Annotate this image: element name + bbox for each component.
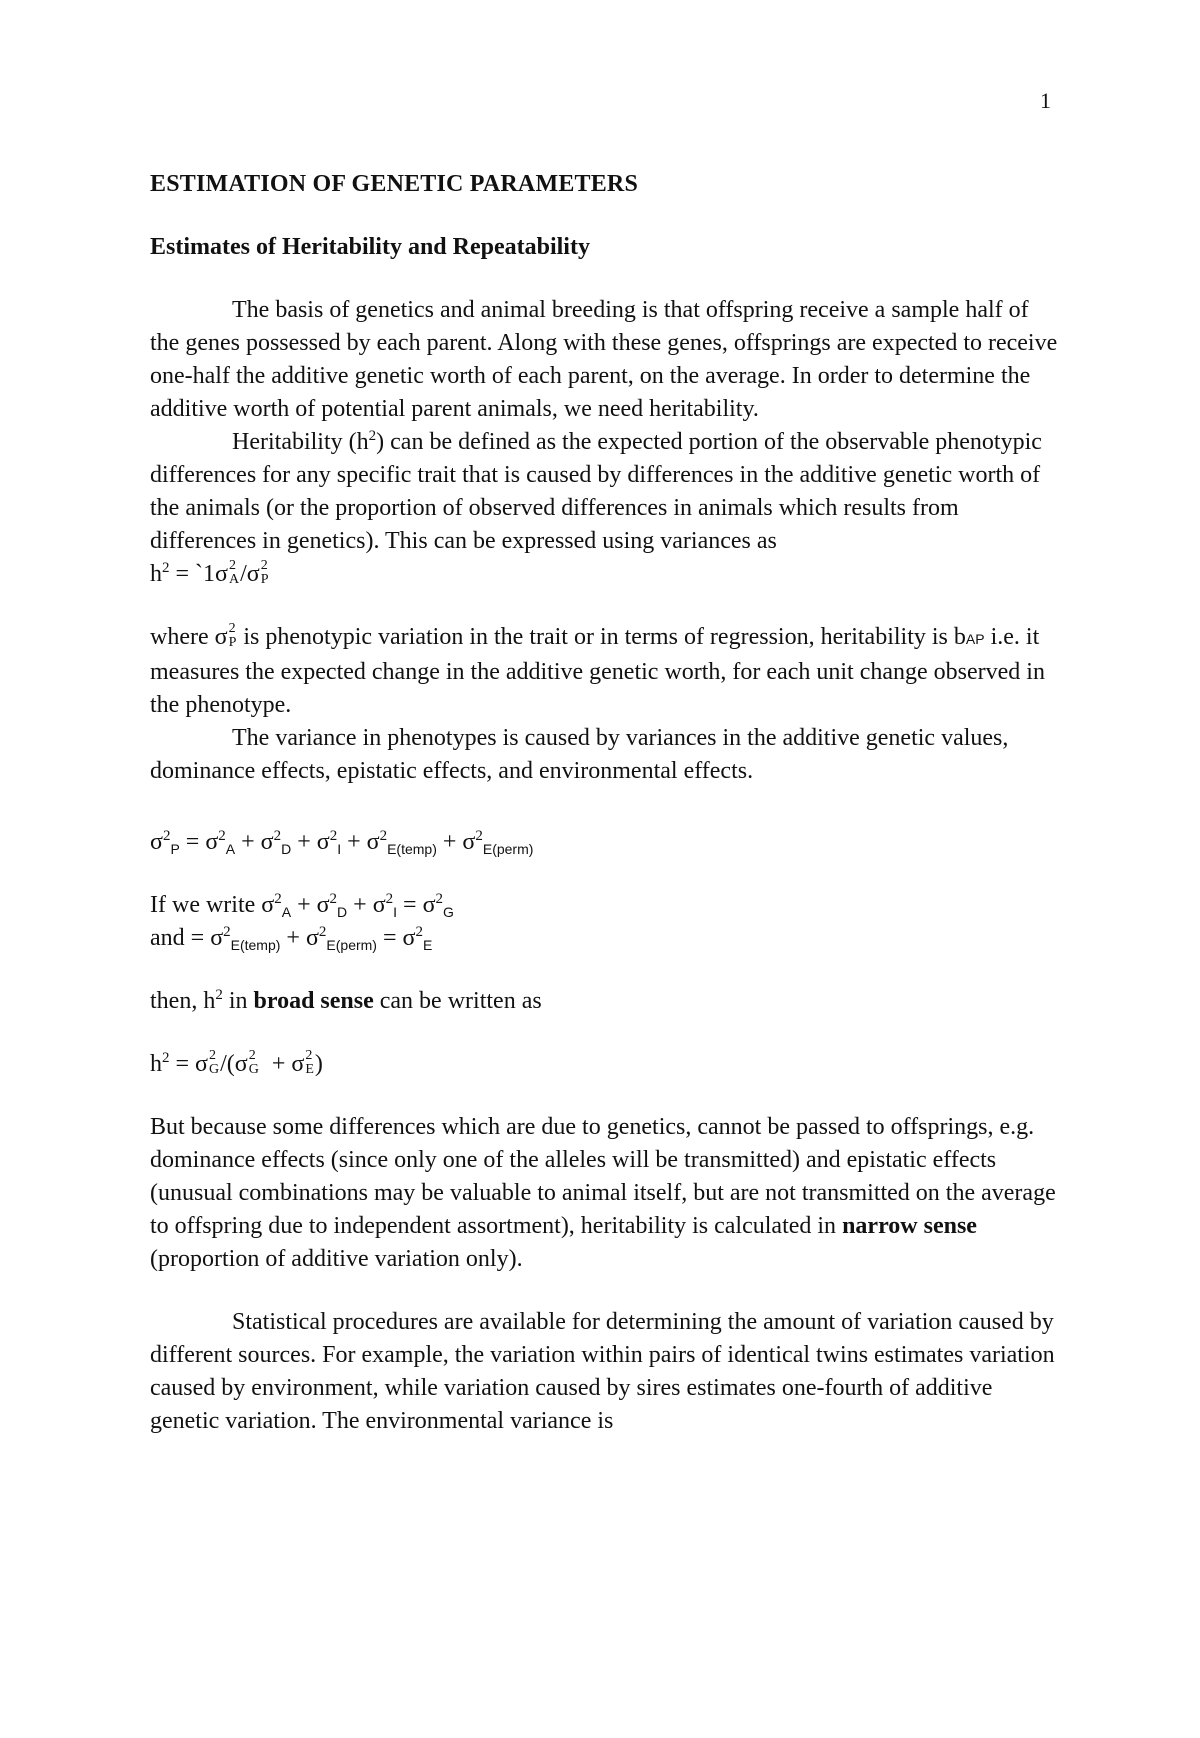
paragraph-where-phenotypic: where σ 2 P is phenotypic variation in the trait or in terms of regression, heritability is bAP i.e. it measures the expected change in the additive genetic worth, for each unit change observed in the phenotype. (150, 621, 1045, 718)
paragraph-basis: The basis of genetics and animal breeding is that offspring receive a sample half of the genes possessed by each parent. Along with these genes, offsprings are expected to receive one-half the additive genetic worth of each parent, on the average. In order to determine the additive worth of potential parent animals, we need heritability. (150, 297, 1058, 422)
document-title: ESTIMATION OF GENETIC PARAMETERS (150, 171, 639, 197)
equation-genetic-variance: If we write $\sigma^2_A + \sigma^2_D + \sigma^2_I = \sigma^2_G$ (150, 891, 454, 920)
paragraph-narrow-sense: But because some differences which are due to genetics, cannot be passed to offsprings, e.g. dominance effects (since only one of the alleles will be transmitted) and epistatic effects (unusual combinations may be valuable to animal itself, but are not transmitted on the average to offspring due to independent assortment), heritability is calculated in narrow sense (proportion of additive variation only). (150, 1114, 1056, 1272)
equation-heritability-ratio: $h^2$ = `1σ 2 A /σ 2 P (150, 558, 269, 588)
equation-phenotypic-variance: $\sigma^2_P = \sigma^2_A + \sigma^2_D + \sigma^2_I + \sigma^2_{E(temp)} + \sigma^2_{E(perm)}$ (150, 828, 534, 857)
paragraph-broad-sense: then, $h^2$ in broad sense can be written as (150, 987, 542, 1014)
paragraph-variance-sources: The variance in phenotypes is caused by variances in the additive genetic values, dominance effects, epistatic effects, and environmental effects. (150, 725, 1009, 784)
paragraph-statistical-procedures: Statistical procedures are available for determining the amount of variation caused by different sources. For example, the variation within pairs of identical twins estimates variation caused by environment, while variation caused by sires estimates one-fourth of additive genetic variation. The environmental variance is (150, 1309, 1055, 1434)
section-heading: Estimates of Heritability and Repeatability (150, 234, 590, 260)
page-number: 1 (1040, 88, 1051, 113)
equation-broad-sense-heritability: $h^2 = \sigma$ 2 G /(σ 2 G + σ 2 E ) (150, 1048, 323, 1078)
paragraph-heritability-definition: Heritability $(h^2)$ can be defined as the expected portion of the observable phenotypic differences for any specific trait that is caused by differences in the additive genetic worth of the animals (or the proportion of observed differences in animals which results from differences in genetics). This can be expressed using variances as (150, 428, 1042, 554)
equation-environmental-variance: and = $\sigma^2_{E(temp)} + \sigma^2_{E(perm)} = \sigma^2_E$ (150, 924, 433, 953)
document-body (150, 168, 1060, 1438)
